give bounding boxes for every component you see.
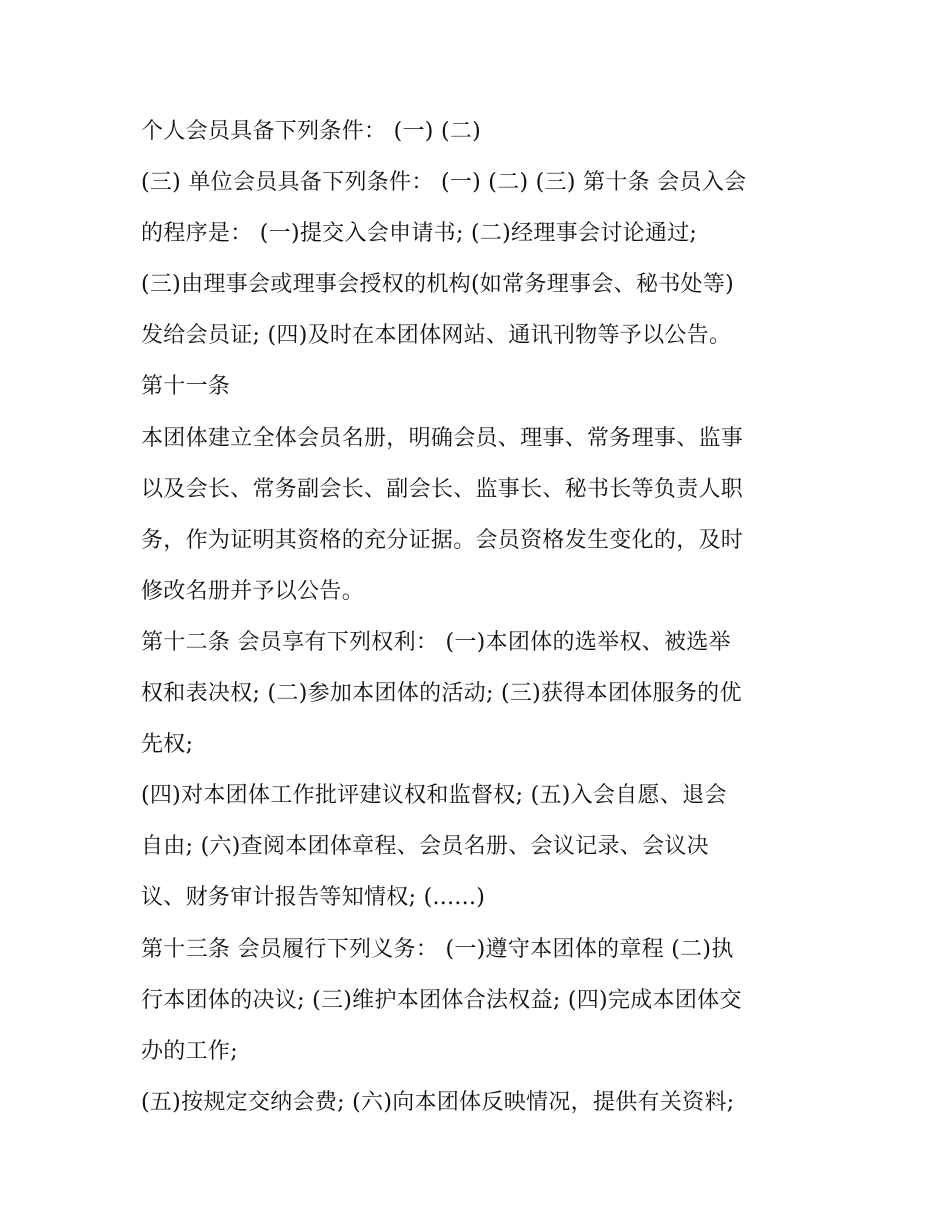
text-line: 的程序是： (一)提交入会申请书; (二)经理事会讨论通过; bbox=[141, 221, 698, 247]
text-line: (五)按规定交纳会费; (六)向本团体反映情况，提供有关资料; bbox=[141, 1089, 735, 1115]
text-line: 权和表决权; (二)参加本团体的活动; (三)获得本团体服务的优 bbox=[141, 681, 742, 707]
text-line: 第十三条 会员履行下列义务： (一)遵守本团体的章程 (二)执 bbox=[141, 936, 734, 962]
text-line: 发给会员证; (四)及时在本团体网站、通讯刊物等予以公告。 bbox=[141, 323, 732, 349]
document-body bbox=[141, 106, 821, 1128]
text-line: 务，作为证明其资格的充分证据。会员资格发生变化的，及时 bbox=[141, 527, 744, 553]
text-line: 先权; bbox=[141, 732, 194, 758]
text-line: 本团体建立全体会员名册，明确会员、理事、常务理事、监事 bbox=[141, 425, 744, 451]
text-line: 自由; (六)查阅本团体章程、会员名册、会议记录、会议决 bbox=[141, 834, 709, 860]
section-heading: 第十一条 bbox=[141, 374, 231, 400]
text-line: 办的工作; bbox=[141, 1038, 238, 1064]
text-line: 议、财务审计报告等知情权; (......) bbox=[141, 885, 486, 911]
text-line: 以及会长、常务副会长、副会长、监事长、秘书长等负责人职 bbox=[141, 476, 744, 502]
text-line: (三)由理事会或理事会授权的机构(如常务理事会、秘书处等) bbox=[141, 272, 735, 298]
text-line: 行本团体的决议; (三)维护本团体合法权益; (四)完成本团体交 bbox=[141, 987, 742, 1013]
text-line: 第十二条 会员享有下列权利： (一)本团体的选举权、被选举 bbox=[141, 629, 731, 655]
text-line: 修改名册并予以公告。 bbox=[141, 578, 365, 604]
text-line: 个人会员具备下列条件： (一) (二) bbox=[141, 119, 482, 144]
text-line: (四)对本团体工作批评建议权和监督权; (五)入会自愿、退会 bbox=[141, 783, 727, 809]
text-line: (三) 单位会员具备下列条件： (一) (二) (三) 第十条 会员入会 bbox=[141, 170, 747, 196]
